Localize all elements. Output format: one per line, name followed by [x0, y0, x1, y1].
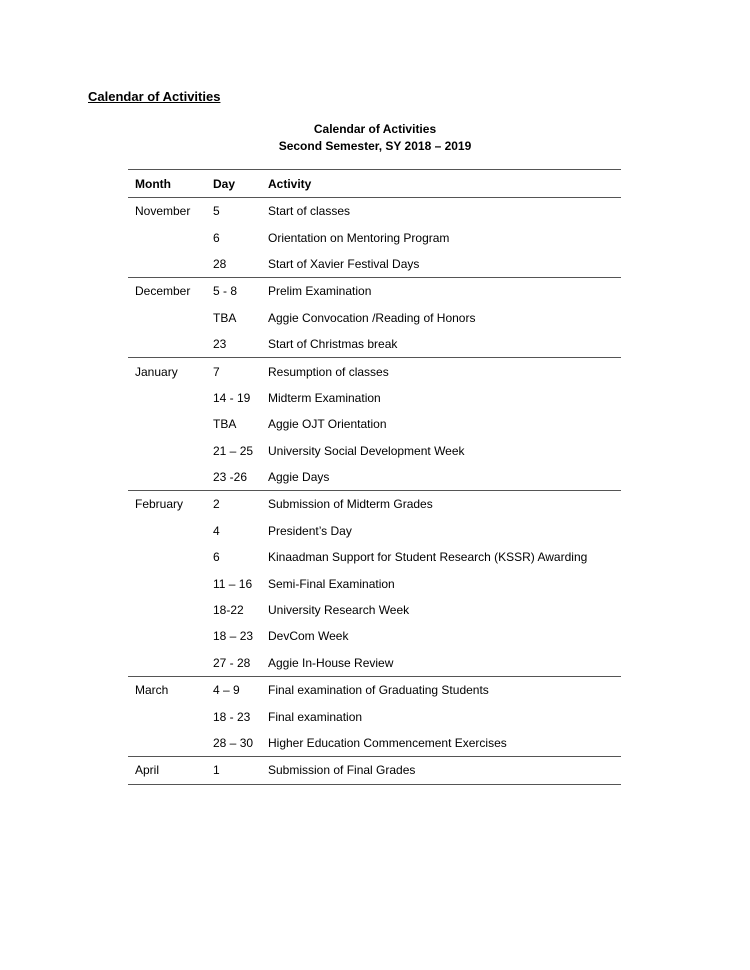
activity-cell: Final examination of Graduating Students [268, 677, 621, 704]
day-cell: 28 – 30 [213, 736, 254, 750]
table-row [128, 491, 621, 518]
month-cell: November [135, 204, 191, 219]
section-heading: Calendar of Activities [88, 89, 221, 104]
month-cell [128, 650, 213, 677]
table-row [128, 438, 621, 464]
day-cell: 27 - 28 [213, 655, 251, 670]
calendar-table-body [128, 198, 621, 785]
day-cell: 4 – 9 [213, 677, 268, 704]
month-cell [128, 331, 213, 358]
table-row [128, 650, 621, 677]
day-cell: 23 -26 [213, 470, 248, 485]
day-cell: TBA [213, 417, 237, 432]
table-header-row [128, 170, 621, 198]
activity-cell: Aggie Days [268, 470, 330, 485]
month-cell: March [128, 677, 213, 704]
day-cell: 18 – 23 [213, 629, 254, 644]
activity-cell: Aggie OJT Orientation [268, 417, 387, 432]
day-cell: 11 – 16 [213, 576, 253, 591]
day-cell: 6 [213, 550, 220, 565]
table-row [128, 623, 621, 649]
activity-cell: University Social Development Week [268, 443, 465, 458]
activity-cell: Orientation on Mentoring Program [268, 230, 450, 245]
month-cell [128, 411, 213, 437]
table-row [128, 278, 621, 305]
table-row [128, 198, 621, 225]
activity-cell: University Research Week [268, 603, 410, 618]
month-cell [128, 464, 213, 491]
activity-cell: Kinaadman Support for Student Research (KSSR) Awarding [268, 550, 588, 565]
table-row [128, 464, 621, 491]
day-cell: 23 [213, 337, 227, 352]
month-cell [128, 518, 213, 544]
activity-cell: Submission of Midterm Grades [268, 491, 621, 518]
day-cell: 2 [213, 491, 268, 518]
activity-column-header: Activity [268, 170, 621, 198]
activity-cell: Start of Christmas break [268, 337, 398, 352]
table-row [128, 251, 621, 278]
day-cell: 4 [213, 523, 220, 538]
activity-cell: Start of Xavier Festival Days [268, 256, 420, 271]
activity-cell: Higher Education Commencement Exercises [268, 736, 507, 750]
table-row [128, 411, 621, 437]
table-row [128, 305, 621, 331]
month-cell: January [128, 358, 213, 385]
table-row [128, 544, 621, 570]
table-row [128, 570, 621, 596]
activity-cell: Final examination [268, 709, 363, 724]
month-cell: April [128, 757, 213, 784]
table-row [128, 757, 621, 784]
activity-cell: Submission of Final Grades [268, 757, 621, 784]
table-row [128, 730, 621, 757]
day-cell: 1 [213, 757, 268, 784]
activity-cell: Prelim Examination [268, 278, 621, 305]
activity-cell: Start of classes [268, 204, 351, 219]
activity-cell: Resumption of classes [268, 358, 621, 385]
table-row [128, 597, 621, 623]
table-row [128, 331, 621, 358]
activity-cell: DevCom Week [268, 629, 349, 644]
day-cell: 28 [213, 256, 227, 271]
day-column-header: Day [213, 170, 268, 198]
month-cell [128, 544, 213, 570]
table-row [128, 703, 621, 729]
calendar-table [128, 169, 621, 785]
activity-cell: Semi-Final Examination [268, 576, 395, 591]
month-cell [128, 385, 213, 411]
month-cell [128, 597, 213, 623]
activity-cell: Midterm Examination [268, 390, 381, 405]
month-cell [128, 438, 213, 464]
month-cell [128, 305, 213, 331]
day-cell: 6 [213, 230, 220, 245]
activity-cell: Aggie In-House Review [268, 655, 394, 670]
day-cell: TBA [213, 310, 237, 325]
activity-cell: Aggie Convocation /Reading of Honors [268, 310, 476, 325]
activity-cell: President’s Day [268, 523, 352, 538]
day-cell: 5 - 8 [213, 278, 268, 305]
month-cell [128, 703, 213, 729]
month-cell [128, 730, 213, 757]
month-cell [128, 623, 213, 649]
day-cell: 21 – 25 [213, 443, 254, 458]
day-cell: 18 - 23 [213, 709, 251, 724]
month-cell [128, 570, 213, 596]
month-cell [128, 251, 213, 278]
table-row [128, 518, 621, 544]
day-cell: 7 [213, 358, 268, 385]
table-row [128, 358, 621, 385]
day-cell: 5 [213, 204, 220, 219]
table-row [128, 677, 621, 704]
table-row [128, 385, 621, 411]
month-cell: February [128, 491, 213, 518]
month-cell: December [128, 278, 213, 305]
day-cell: 18-22 [213, 603, 244, 618]
calendar-subtitle: Second Semester, SY 2018 – 2019 [278, 139, 472, 153]
day-cell: 14 - 19 [213, 390, 251, 405]
calendar-title: Calendar of Activities [313, 122, 437, 136]
month-cell [128, 224, 213, 250]
table-row [128, 224, 621, 250]
month-column-header: Month [128, 170, 213, 198]
